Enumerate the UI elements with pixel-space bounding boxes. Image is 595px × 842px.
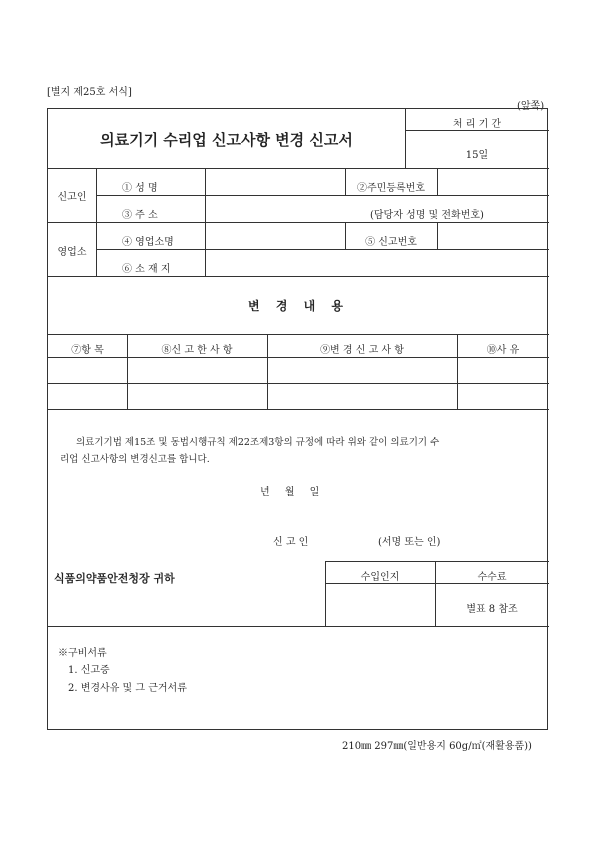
office-name-label: ④ 영업소명 <box>122 237 174 248</box>
processing-period-label: 처 리 기 간 <box>452 119 502 130</box>
column-changed: ⑨변 경 신 고 사 항 <box>320 345 404 356</box>
form-title: 의료기기 수리업 신고사항 변경 신고서 <box>100 131 353 149</box>
resident-id-field[interactable] <box>438 169 548 195</box>
office-name-field[interactable] <box>206 223 345 249</box>
location-label: ⑥ 소 재 지 <box>122 264 171 275</box>
resident-id-label: ②주민등록번호 <box>357 183 425 194</box>
documents-title: ※구비서류 <box>58 648 107 659</box>
report-number-label: ⑤ 신고번호 <box>365 237 417 248</box>
declaration-line-1: 의료기기법 제15조 및 동법시행규칙 제22조제3항의 규정에 따라 위와 같이 의료기기 수 <box>76 437 440 448</box>
processing-period-value: 15일 <box>465 150 489 161</box>
contact-note: (담당자 성명 및 전화번호) <box>370 210 484 221</box>
column-reason: ⑩사 유 <box>486 345 520 356</box>
stamp-label: 수입인지 <box>360 572 400 583</box>
table-row-2-reason[interactable] <box>458 384 549 409</box>
declaration-date: 년 월 일 <box>260 487 326 498</box>
table-row-1-reported[interactable] <box>128 358 267 383</box>
declaration-line-2: 리업 신고사항의 변경신고를 합니다. <box>60 454 210 465</box>
report-form <box>47 108 548 730</box>
report-number-field[interactable] <box>438 223 548 249</box>
table-row-2-changed[interactable] <box>268 384 457 409</box>
table-row-1-item[interactable] <box>48 358 127 383</box>
changes-section-title: 변 경 내 용 <box>248 299 349 313</box>
name-label: ① 성 명 <box>122 183 158 194</box>
column-item: ⑦항 목 <box>71 345 104 356</box>
stamp-area <box>326 584 435 625</box>
address-label: ③ 주 소 <box>122 210 158 221</box>
table-row-2-reported[interactable] <box>128 384 267 409</box>
signer-label: 신 고 인 <box>273 537 309 548</box>
business-group-label: 영업소 <box>57 247 87 258</box>
table-row-1-changed[interactable] <box>268 358 457 383</box>
form-reference: [별지 제25호 서식] <box>47 87 132 98</box>
table-row-2-item[interactable] <box>48 384 127 409</box>
signature-note: (서명 또는 인) <box>378 537 441 548</box>
page-side-label: (앞쪽) <box>517 101 545 112</box>
name-field[interactable] <box>206 169 345 195</box>
recipient: 식품의약품안전청장 귀하 <box>54 572 175 585</box>
column-reported: ⑧신 고 한 사 항 <box>161 345 233 356</box>
fee-value: 별표 8 참조 <box>466 604 518 615</box>
document-item-1: 1. 신고증 <box>68 665 110 676</box>
table-row-1-reason[interactable] <box>458 358 549 383</box>
document-item-2: 2. 변경사유 및 그 근거서류 <box>68 683 187 694</box>
applicant-group-label: 신고인 <box>57 192 87 203</box>
fee-label: 수수료 <box>477 572 507 583</box>
paper-spec-footer: 210㎜ 297㎜(일반용지 60g/㎡(재활용품)) <box>342 741 532 752</box>
location-field[interactable] <box>206 250 548 276</box>
